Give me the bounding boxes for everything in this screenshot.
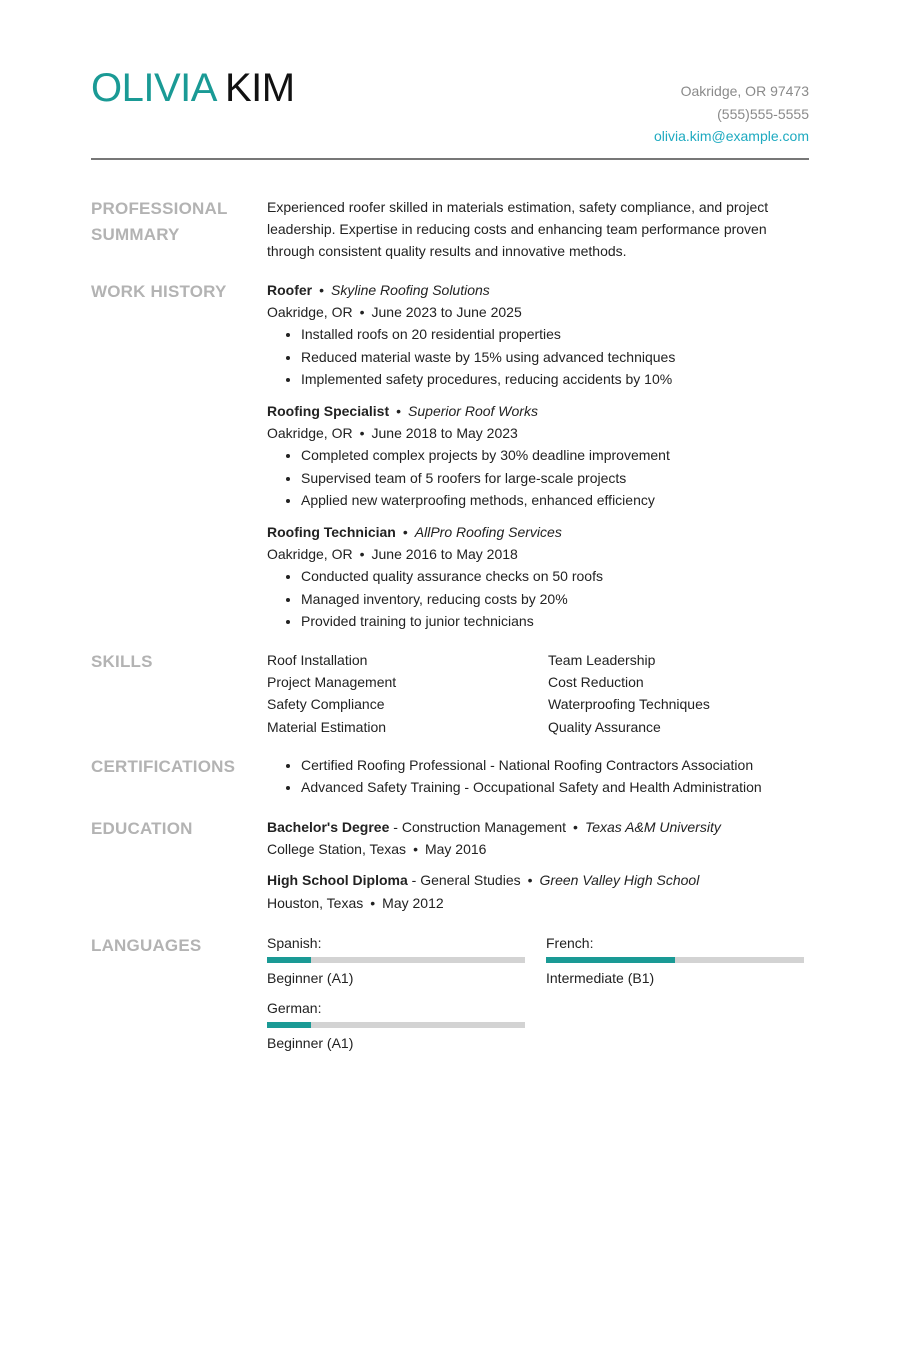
section-label-skills: SKILLS	[91, 652, 153, 671]
language-name: German:	[267, 1000, 322, 1016]
phone: (555)555-5555	[717, 105, 809, 122]
bullet-item: • Provided training to junior technicians	[301, 610, 809, 632]
language-item	[546, 933, 805, 998]
header-divider	[91, 158, 809, 160]
job-title: Roofing Technician	[267, 524, 396, 541]
company-name: Skyline Roofing Solutions	[331, 282, 490, 298]
separator-dot: •	[402, 524, 408, 541]
school-location: Houston, Texas	[267, 894, 364, 911]
proficiency-bar	[546, 957, 804, 963]
skill-item: Material Estimation	[267, 718, 387, 735]
job-entry	[267, 400, 809, 511]
company-name: Superior Roof Works	[408, 403, 538, 420]
skill-item: Safety Compliance	[267, 696, 385, 713]
separator-dot: •	[359, 304, 365, 321]
degree: Bachelor's Degree	[267, 819, 390, 835]
job-location: Oakridge, OR	[267, 425, 353, 442]
bullet-item: • Implemented safety procedures, reducing accidents by 10%	[301, 368, 809, 390]
separator-dot: •	[396, 403, 402, 420]
proficiency-fill	[267, 1022, 311, 1028]
graduation-date: May 2016	[424, 841, 487, 858]
certifications-list	[267, 754, 809, 798]
proficiency-fill	[546, 957, 675, 963]
skill-item: Quality Assurance	[548, 718, 661, 735]
language-level: Beginner (A1)	[267, 970, 354, 986]
language-name: French:	[546, 935, 594, 951]
separator-dot: •	[370, 894, 376, 911]
certification-item: • Advanced Safety Training - Occupational Safety and Health Administration	[301, 776, 809, 798]
graduation-date: May 2012	[382, 894, 444, 911]
job-entry	[267, 279, 809, 390]
summary-text: Experienced roofer skilled in materials estimation, safety compliance, and project leadership. Expertise in reducing costs and enhancing team performance proven through consistent quality results and innovative methods.	[267, 199, 769, 260]
proficiency-fill	[267, 957, 311, 963]
work-history-list	[267, 279, 809, 642]
field-of-study: - General Studies	[411, 872, 521, 889]
job-dates: June 2023 to June 2025	[371, 304, 522, 321]
company-name: AllPro Roofing Services	[414, 524, 562, 541]
skill-item: Cost Reduction	[548, 674, 644, 691]
degree: High School Diploma	[267, 872, 408, 889]
section-label-summary: PROFESSIONAL SUMMARY	[91, 199, 228, 244]
first-name: OLIVIA	[91, 66, 217, 110]
section-label-work: WORK HISTORY	[91, 282, 227, 301]
language-name: Spanish:	[267, 935, 322, 951]
proficiency-bar	[267, 957, 525, 963]
job-dates: June 2016 to May 2018	[371, 546, 518, 563]
bullet-item: • Applied new waterproofing methods, enhanced efficiency	[301, 489, 809, 511]
separator-dot: •	[359, 546, 365, 563]
field-of-study: - Construction Management	[393, 819, 567, 835]
job-title: Roofer	[267, 282, 313, 298]
job-location: Oakridge, OR	[267, 304, 353, 321]
language-item	[267, 998, 546, 1063]
job-entry	[267, 521, 809, 632]
job-title: Roofing Specialist	[267, 403, 390, 420]
email-link[interactable]: olivia.kim@example.com	[653, 128, 809, 144]
skill-item: Waterproofing Techniques	[548, 696, 710, 713]
address: Oakridge, OR 97473	[680, 83, 809, 99]
candidate-name	[91, 66, 295, 110]
bullet-item: • Reduced material waste by 15% using advanced techniques	[301, 346, 809, 368]
separator-dot: •	[359, 425, 365, 442]
education-entry	[267, 816, 809, 860]
section-label-languages: LANGUAGES	[91, 936, 202, 955]
school-name: Green Valley High School	[539, 872, 700, 889]
bullet-item: • Conducted quality assurance checks on 50 roofs	[301, 565, 809, 587]
separator-dot: •	[319, 282, 325, 298]
job-location: Oakridge, OR	[267, 546, 353, 563]
skill-item: Project Management	[267, 674, 397, 691]
job-bullets	[267, 565, 809, 632]
skill-item: Team Leadership	[548, 652, 656, 668]
language-level: Beginner (A1)	[267, 1035, 354, 1051]
last-name: KIM	[224, 66, 295, 110]
language-level: Intermediate (B1)	[546, 970, 655, 986]
skill-item: Roof Installation	[267, 652, 368, 668]
section-label-education: EDUCATION	[91, 819, 193, 838]
job-bullets	[267, 444, 809, 511]
education-list	[267, 816, 809, 923]
school-name: Texas A&M University	[584, 819, 721, 835]
proficiency-bar	[267, 1022, 525, 1028]
certification-bullets	[267, 754, 809, 798]
separator-dot: •	[573, 819, 578, 835]
bullet-item: • Supervised team of 5 roofers for large-scale projects	[301, 467, 809, 489]
bullet-item: • Installed roofs on 20 residential properties	[301, 323, 809, 345]
education-entry	[267, 869, 809, 913]
certification-item: • Certified Roofing Professional - National Roofing Contractors Association	[301, 754, 809, 776]
job-bullets	[267, 323, 809, 390]
bullet-item: • Completed complex projects by 30% deadline improvement	[301, 444, 809, 466]
section-label-certifications: CERTIFICATIONS	[91, 757, 236, 776]
school-location: College Station, Texas	[267, 841, 407, 858]
languages-grid	[267, 933, 809, 1063]
separator-dot: •	[527, 872, 533, 889]
skills-grid	[267, 649, 809, 738]
language-item	[267, 933, 546, 998]
separator-dot: •	[413, 841, 418, 858]
bullet-item: • Managed inventory, reducing costs by 20%	[301, 588, 809, 610]
job-dates: June 2018 to May 2023	[371, 425, 518, 442]
contact-info	[654, 80, 809, 148]
resume-header	[91, 60, 809, 160]
